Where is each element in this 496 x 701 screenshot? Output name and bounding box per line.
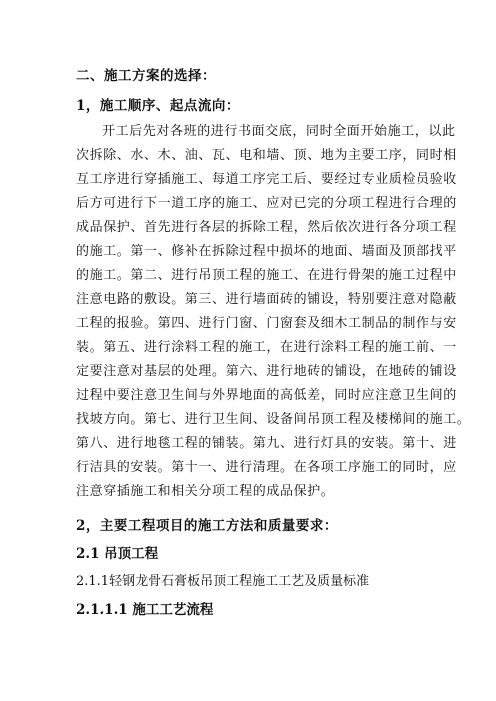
- heading-2-1-1-1: 2.1.1.1 施工工艺流程: [76, 602, 214, 618]
- paragraph-line: 互工序进行穿插施工、每道工序完工后、要经过专业质检员验收: [76, 172, 457, 187]
- paragraph-line: 注意穿插施工和相关分项工程的成品保护。: [76, 484, 335, 499]
- paragraph-line: 后方可进行下一道工序的施工、应对已完的分项工程进行合理的: [76, 196, 457, 211]
- heading-2-1-1: 2.1.1轻钢龙骨石膏板吊顶工程施工工艺及质量标准: [76, 574, 370, 589]
- paragraph-line: 的施工。第一、修补在拆除过程中损坏的地面、墙面及顶部找平: [76, 244, 457, 259]
- paragraph-line: 的施工。第二、进行吊顶工程的施工、在进行骨架的施工过程中: [76, 268, 457, 283]
- paragraph-line: 定要注意对基层的处理。第六、进行地砖的铺设，在地砖的铺设: [76, 364, 457, 379]
- paragraph-line: 次拆除、水、木、油、瓦、电和墙、顶、地为主要工序，同时相: [76, 148, 457, 163]
- section-title: 二、施工方案的选择：: [76, 68, 216, 84]
- paragraph-line: 过程中要注意卫生间与外界地面的高低差，同时应注意卫生间的: [76, 388, 457, 403]
- subsection-title-1: 1，施工顺序、起点流向：: [76, 98, 240, 114]
- paragraph-line: 行洁具的安装。第十一、进行清理。在各项工序施工的同时，应: [76, 460, 457, 475]
- paragraph-line: 第八、进行地毯工程的铺装。第九、进行灯具的安装。第十、进: [76, 436, 457, 451]
- paragraph-line: 工程的报验。第四、进行门窗、门窗套及细木工制品的制作与安: [76, 316, 457, 331]
- paragraph-line: 注意电路的敷设。第三、进行墙面砖的铺设，特别要注意对隐蔽: [76, 292, 457, 307]
- paragraph-line: 找坡方向。第七、进行卫生间、设备间吊顶工程及楼梯间的施工。: [76, 412, 471, 427]
- paragraph-line: 成品保护、首先进行各层的拆除工程，然后依次进行各分项工程: [76, 220, 457, 235]
- paragraph-line: 装。第五、进行涂料工程的施工，在进行涂料工程的施工前、一: [76, 340, 457, 355]
- subsection-title-2: 2，主要工程项目的施工方法和质量要求：: [76, 518, 338, 534]
- heading-2-1: 2.1 吊顶工程: [76, 546, 159, 562]
- paragraph-line: 开工后先对各班的进行书面交底，同时全面开始施工，以此: [102, 124, 456, 139]
